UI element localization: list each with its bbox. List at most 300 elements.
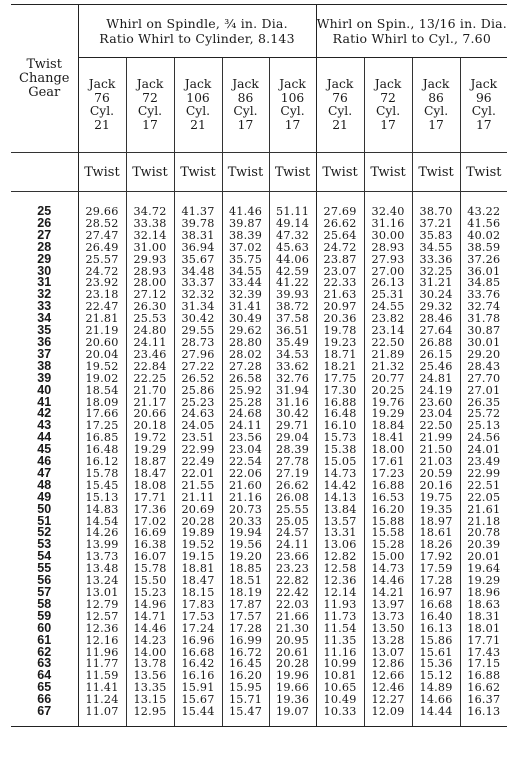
twist-value: 12.36 <box>316 575 364 587</box>
twist-value: 16.20 <box>222 670 269 682</box>
twist-value: 31.21 <box>412 277 460 289</box>
twist-value: 25.53 <box>126 313 174 325</box>
table-row <box>11 230 507 242</box>
group-header-whirl-3-4 <box>78 5 316 58</box>
table-row <box>11 706 507 718</box>
twist-value: 15.38 <box>316 444 364 456</box>
twist-value: 16.96 <box>174 635 222 647</box>
twist-value: 10.81 <box>316 670 364 682</box>
twist-value: 24.01 <box>460 444 507 456</box>
twist-value: 41.46 <box>222 206 269 218</box>
column-header-line: 21 <box>190 117 206 132</box>
twist-value: 19.56 <box>222 539 269 551</box>
twist-value: 22.49 <box>174 456 222 468</box>
twist-value: 34.55 <box>412 242 460 254</box>
twist-value: 11.59 <box>78 670 126 682</box>
twist-value: 30.87 <box>460 325 507 337</box>
twist-value: 13.07 <box>364 647 412 659</box>
spacer-cell <box>412 192 460 207</box>
twist-value: 14.71 <box>126 611 174 623</box>
twist-value: 22.25 <box>126 373 174 385</box>
column-header-2 <box>126 58 174 153</box>
gear-value: 27 <box>37 227 52 242</box>
gear-value: 39 <box>37 370 52 385</box>
twist-value: 14.46 <box>364 575 412 587</box>
twist-value: 13.73 <box>364 611 412 623</box>
twist-value: 22.42 <box>269 587 316 599</box>
twist-value: 19.29 <box>364 408 412 420</box>
twist-value: 16.07 <box>126 551 174 563</box>
twist-value: 25.92 <box>222 385 269 397</box>
twist-value: 16.48 <box>78 444 126 456</box>
twist-value: 47.32 <box>269 230 316 242</box>
column-header-line: Jack <box>470 77 498 91</box>
twist-value: 14.96 <box>126 599 174 611</box>
twist-value: 33.38 <box>126 218 174 230</box>
column-header-line: 17 <box>284 117 301 132</box>
twist-subheader: Twist <box>269 153 316 192</box>
twist-value: 22.50 <box>364 337 412 349</box>
twist-value: 17.87 <box>222 599 269 611</box>
twist-value: 11.77 <box>78 658 126 670</box>
twist-value: 24.19 <box>412 385 460 397</box>
twist-value: 18.97 <box>412 516 460 528</box>
gear-value: 47 <box>37 465 52 480</box>
column-header-line: 21 <box>332 117 348 132</box>
gear-header-line: Change <box>19 70 70 86</box>
twist-value: 11.96 <box>78 647 126 659</box>
twist-value: 19.02 <box>78 373 126 385</box>
twist-value: 17.75 <box>316 373 364 385</box>
twist-value: 25.23 <box>174 397 222 409</box>
gear-value: 25 <box>37 204 52 218</box>
twist-value: 41.37 <box>174 206 222 218</box>
twist-value: 26.49 <box>78 242 126 254</box>
twist-value: 21.16 <box>222 492 269 504</box>
twist-value: 18.81 <box>174 563 222 575</box>
twist-value: 17.36 <box>126 504 174 516</box>
twist-value: 13.73 <box>78 551 126 563</box>
gear-value: 28 <box>37 239 52 254</box>
gear-value: 65 <box>37 680 52 695</box>
group-header-line: Ratio Whirl to Cyl., 7.60 <box>332 31 491 46</box>
twist-value: 45.63 <box>269 242 316 254</box>
twist-value: 14.46 <box>126 623 174 635</box>
twist-value: 22.54 <box>222 456 269 468</box>
twist-value: 23.04 <box>412 408 460 420</box>
twist-value: 18.15 <box>174 587 222 599</box>
twist-value: 21.99 <box>412 432 460 444</box>
twist-value: 17.02 <box>126 516 174 528</box>
column-header-line: 17 <box>380 117 396 132</box>
table-row <box>11 373 507 385</box>
twist-value: 24.11 <box>269 539 316 551</box>
twist-value: 43.22 <box>460 206 507 218</box>
twist-value: 15.58 <box>364 527 412 539</box>
twist-value: 28.43 <box>460 361 507 373</box>
table-row <box>11 349 507 361</box>
gear-value: 26 <box>37 215 52 230</box>
twist-value: 49.14 <box>269 218 316 230</box>
twist-value: 32.32 <box>174 289 222 301</box>
twist-value: 19.52 <box>174 539 222 551</box>
twist-value: 15.44 <box>174 706 222 718</box>
column-header-6 <box>316 58 364 153</box>
twist-value: 18.51 <box>222 575 269 587</box>
twist-value: 15.78 <box>126 563 174 575</box>
twist-value: 33.76 <box>460 289 507 301</box>
twist-value: 15.91 <box>174 682 222 694</box>
twist-value: 33.36 <box>412 254 460 266</box>
bottom-cell <box>11 718 78 727</box>
table-row <box>11 635 507 647</box>
twist-value: 21.32 <box>364 361 412 373</box>
twist-value: 29.66 <box>78 206 126 218</box>
twist-value: 18.47 <box>174 575 222 587</box>
twist-value: 34.85 <box>460 277 507 289</box>
twist-value: 26.35 <box>460 397 507 409</box>
gear-value: 57 <box>37 585 52 599</box>
twist-value: 34.53 <box>269 349 316 361</box>
twist-value: 32.74 <box>460 301 507 313</box>
twist-value: 27.01 <box>460 385 507 397</box>
twist-value: 29.62 <box>222 325 269 337</box>
group-header-line: Whirl on Spin., 13/16 in. Dia. <box>316 16 507 31</box>
twist-value: 15.00 <box>364 551 412 563</box>
twist-value: 26.30 <box>126 301 174 313</box>
twist-value: 20.69 <box>174 504 222 516</box>
twist-value: 17.23 <box>364 468 412 480</box>
twist-value: 26.13 <box>364 277 412 289</box>
twist-value: 21.18 <box>460 516 507 528</box>
twist-value: 16.20 <box>364 504 412 516</box>
twist-value: 23.07 <box>316 266 364 278</box>
twist-value: 25.72 <box>460 408 507 420</box>
twist-value: 21.55 <box>174 480 222 492</box>
twist-value: 21.81 <box>78 313 126 325</box>
twist-value: 24.80 <box>126 325 174 337</box>
twist-value: 17.53 <box>174 611 222 623</box>
column-header-line: Jack <box>326 77 354 91</box>
twist-value: 14.00 <box>126 647 174 659</box>
twist-value: 22.82 <box>269 575 316 587</box>
twist-value: 27.12 <box>126 289 174 301</box>
twist-value: 13.28 <box>364 635 412 647</box>
twist-value: 25.55 <box>269 504 316 516</box>
twist-value: 37.58 <box>269 313 316 325</box>
twist-value: 27.93 <box>364 254 412 266</box>
twist-subheader: Twist <box>126 153 174 192</box>
group-header-whirl-13-16 <box>316 5 507 58</box>
twist-value: 12.58 <box>316 563 364 575</box>
twist-value: 13.97 <box>364 599 412 611</box>
twist-value: 15.61 <box>412 647 460 659</box>
twist-value: 20.59 <box>412 468 460 480</box>
twist-value: 26.08 <box>269 492 316 504</box>
twist-value: 20.97 <box>316 301 364 313</box>
twist-value: 16.38 <box>126 539 174 551</box>
twist-value: 21.03 <box>412 456 460 468</box>
gear-value: 32 <box>37 287 52 302</box>
twist-value: 21.19 <box>78 325 126 337</box>
twist-value: 16.62 <box>460 682 507 694</box>
spacer-cell <box>78 192 126 207</box>
twist-value: 14.89 <box>412 682 460 694</box>
twist-value: 17.59 <box>412 563 460 575</box>
twist-value: 10.33 <box>316 706 364 718</box>
column-header-3 <box>174 58 222 153</box>
column-header-1 <box>78 58 126 153</box>
spacer-cell <box>269 192 316 207</box>
twist-value: 23.49 <box>460 456 507 468</box>
twist-value: 38.31 <box>174 230 222 242</box>
twist-value: 25.64 <box>316 230 364 242</box>
twist-value: 18.21 <box>316 361 364 373</box>
twist-value: 24.72 <box>78 266 126 278</box>
twist-value: 27.19 <box>269 468 316 480</box>
twist-value: 23.87 <box>316 254 364 266</box>
gear-value: 62 <box>37 644 52 659</box>
twist-value: 27.70 <box>460 373 507 385</box>
twist-value: 32.14 <box>126 230 174 242</box>
twist-value: 10.49 <box>316 694 364 706</box>
twist-value: 17.25 <box>78 420 126 432</box>
gear-value: 48 <box>37 477 52 492</box>
twist-value: 21.50 <box>412 444 460 456</box>
twist-value: 42.59 <box>269 266 316 278</box>
twist-value: 16.16 <box>174 670 222 682</box>
twist-value: 15.47 <box>222 706 269 718</box>
twist-value: 23.46 <box>126 349 174 361</box>
column-header-line: Cyl. <box>137 104 163 118</box>
twist-value: 11.16 <box>316 647 364 659</box>
twist-value: 18.87 <box>126 456 174 468</box>
gear-header-line: Twist <box>26 56 62 72</box>
twist-value: 11.07 <box>78 706 126 718</box>
twist-value: 18.09 <box>78 397 126 409</box>
twist-value: 11.93 <box>316 599 364 611</box>
gear-twist-spacer <box>11 153 78 192</box>
twist-value: 25.13 <box>460 420 507 432</box>
twist-value: 22.99 <box>174 444 222 456</box>
table-row <box>11 385 507 397</box>
gear-value: 46 <box>37 454 52 469</box>
column-header-line: Cyl. <box>280 104 305 118</box>
twist-value: 38.70 <box>412 206 460 218</box>
twist-value: 17.61 <box>364 456 412 468</box>
twist-value: 23.51 <box>174 432 222 444</box>
twist-value: 17.83 <box>174 599 222 611</box>
twist-value: 35.67 <box>174 254 222 266</box>
gear-value: 67 <box>37 704 52 719</box>
twist-value: 22.84 <box>126 361 174 373</box>
table-row <box>11 492 507 504</box>
twist-value: 20.61 <box>269 647 316 659</box>
twist-value: 26.58 <box>222 373 269 385</box>
twist-value: 13.35 <box>126 682 174 694</box>
gear-value: 60 <box>37 620 52 635</box>
twist-value: 29.20 <box>460 349 507 361</box>
twist-subheader: Twist <box>78 153 126 192</box>
twist-value: 26.62 <box>316 218 364 230</box>
twist-value: 23.82 <box>364 313 412 325</box>
twist-value: 25.86 <box>174 385 222 397</box>
twist-value: 32.39 <box>222 289 269 301</box>
twist-value: 19.52 <box>78 361 126 373</box>
gear-value: 56 <box>37 573 52 588</box>
twist-value: 16.42 <box>174 658 222 670</box>
twist-value: 21.61 <box>460 504 507 516</box>
twist-value: 36.01 <box>460 266 507 278</box>
twist-value: 21.11 <box>174 492 222 504</box>
twist-value: 14.66 <box>412 694 460 706</box>
twist-value: 14.73 <box>364 563 412 575</box>
twist-value: 19.36 <box>269 694 316 706</box>
twist-value: 16.12 <box>78 456 126 468</box>
twist-value: 19.35 <box>412 504 460 516</box>
twist-value: 22.01 <box>174 468 222 480</box>
twist-value: 15.67 <box>174 694 222 706</box>
bottom-cell <box>364 718 412 727</box>
twist-value: 24.63 <box>174 408 222 420</box>
twist-value: 26.62 <box>269 480 316 492</box>
twist-value: 22.99 <box>460 468 507 480</box>
twist-value: 12.86 <box>364 658 412 670</box>
column-header-line: Cyl. <box>327 104 353 118</box>
gear-value: 42 <box>37 406 52 421</box>
gear-value: 43 <box>37 418 52 433</box>
twist-value: 17.71 <box>126 492 174 504</box>
twist-value: 24.56 <box>460 432 507 444</box>
gear-value: 40 <box>37 382 52 397</box>
column-header-7 <box>364 58 412 153</box>
twist-value: 18.08 <box>126 480 174 492</box>
twist-value: 18.96 <box>460 587 507 599</box>
twist-value: 19.94 <box>222 527 269 539</box>
twist-value: 31.16 <box>269 397 316 409</box>
gear-value: 41 <box>37 394 52 409</box>
twist-value: 17.92 <box>412 551 460 563</box>
twist-subheader: Twist <box>222 153 269 192</box>
twist-value: 22.03 <box>269 599 316 611</box>
twist-value: 19.72 <box>126 432 174 444</box>
table-row <box>11 504 507 516</box>
twist-value: 12.46 <box>364 682 412 694</box>
twist-value: 32.40 <box>364 206 412 218</box>
twist-value: 17.28 <box>222 623 269 635</box>
twist-value: 17.15 <box>460 658 507 670</box>
twist-value: 37.02 <box>222 242 269 254</box>
twist-value: 20.28 <box>174 516 222 528</box>
column-header-line: Jack <box>184 77 212 91</box>
twist-value: 15.73 <box>316 432 364 444</box>
twist-value: 28.00 <box>126 277 174 289</box>
gear-value: 52 <box>37 525 52 540</box>
gear-value: 34 <box>37 311 52 326</box>
column-header-line: 17 <box>237 117 254 132</box>
twist-value: 38.39 <box>222 230 269 242</box>
spacer-cell <box>126 192 174 207</box>
bottom-cell <box>412 718 460 727</box>
twist-value: 28.80 <box>222 337 269 349</box>
bottom-cell <box>126 718 174 727</box>
twist-value: 17.24 <box>174 623 222 635</box>
column-header-line: Jack <box>88 77 116 91</box>
twist-value: 14.73 <box>316 468 364 480</box>
twist-value: 25.05 <box>269 516 316 528</box>
twist-value: 19.75 <box>412 492 460 504</box>
twist-value: 35.49 <box>269 337 316 349</box>
twist-value: 23.18 <box>78 289 126 301</box>
twist-value: 12.14 <box>316 587 364 599</box>
twist-value: 20.73 <box>222 504 269 516</box>
twist-value: 15.36 <box>412 658 460 670</box>
twist-value: 28.02 <box>222 349 269 361</box>
twist-value: 23.56 <box>222 432 269 444</box>
gear-header-line: Gear <box>28 84 61 100</box>
column-header-line: 72 <box>142 90 158 105</box>
twist-value: 14.13 <box>316 492 364 504</box>
twist-value: 20.25 <box>364 385 412 397</box>
column-header-line: Cyl. <box>233 104 258 118</box>
twist-value: 19.29 <box>126 444 174 456</box>
table-row <box>11 480 507 492</box>
gear-value: 54 <box>37 549 52 564</box>
twist-value: 31.41 <box>222 301 269 313</box>
table-row <box>11 242 507 254</box>
twist-value: 20.04 <box>78 349 126 361</box>
twist-value: 19.29 <box>460 575 507 587</box>
twist-value: 30.49 <box>222 313 269 325</box>
twist-value: 29.55 <box>174 325 222 337</box>
gear-value: 31 <box>37 275 52 290</box>
twist-value: 26.52 <box>174 373 222 385</box>
column-header-line: Jack <box>279 77 306 91</box>
twist-value: 15.78 <box>78 468 126 480</box>
twist-value: 11.73 <box>316 611 364 623</box>
twist-value: 13.56 <box>126 670 174 682</box>
twist-value: 15.50 <box>126 575 174 587</box>
column-header-line: 17 <box>475 117 492 132</box>
twist-value: 20.77 <box>364 373 412 385</box>
column-header-line: Jack <box>232 77 259 91</box>
twist-value: 12.82 <box>316 551 364 563</box>
twist-value: 12.16 <box>78 635 126 647</box>
column-header-line: 17 <box>428 117 444 132</box>
twist-value: 35.83 <box>412 230 460 242</box>
twist-value: 22.50 <box>412 420 460 432</box>
twist-value: 16.69 <box>126 527 174 539</box>
twist-value: 24.72 <box>316 242 364 254</box>
column-header-line: Jack <box>136 77 164 91</box>
twist-value: 41.56 <box>460 218 507 230</box>
twist-value: 44.06 <box>269 254 316 266</box>
twist-value: 32.25 <box>412 266 460 278</box>
column-header-line: 76 <box>332 90 348 105</box>
twist-value: 18.84 <box>364 420 412 432</box>
twist-value: 19.15 <box>174 551 222 563</box>
table-row <box>11 254 507 266</box>
twist-value: 20.28 <box>269 658 316 670</box>
twist-value: 21.66 <box>269 611 316 623</box>
twist-value: 38.72 <box>269 301 316 313</box>
column-header-line: 106 <box>186 90 210 105</box>
twist-value: 26.15 <box>412 349 460 361</box>
column-header-line: Jack <box>374 77 402 91</box>
twist-value: 18.26 <box>412 539 460 551</box>
twist-value: 21.70 <box>126 385 174 397</box>
twist-value: 19.64 <box>460 563 507 575</box>
